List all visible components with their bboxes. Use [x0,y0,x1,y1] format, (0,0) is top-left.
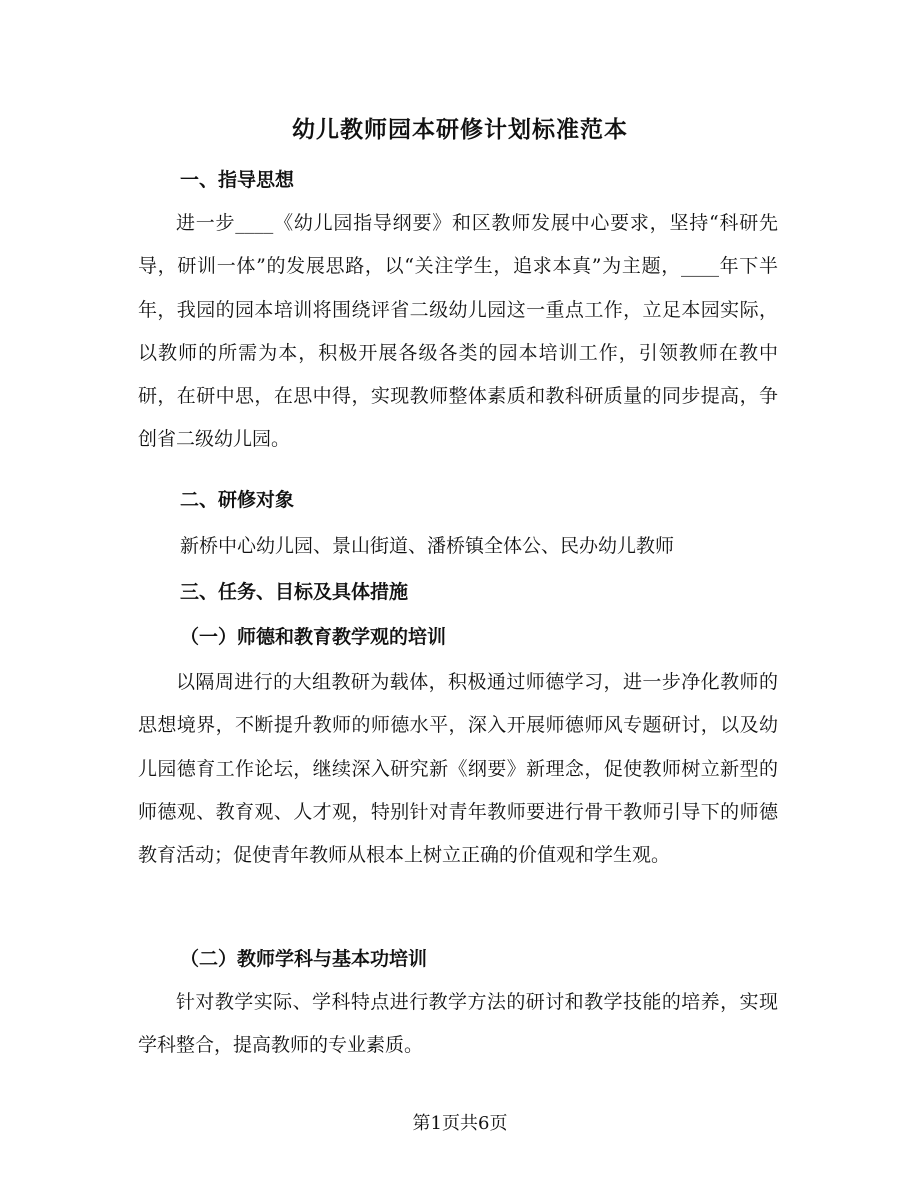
paragraph-training-targets: 新桥中心幼儿园、景山街道、潘桥镇全体公、民办幼儿教师 [180,535,675,557]
page-number-footer: 第1页共6页 [412,1113,508,1134]
section-heading-training-targets: 二、研修对象 [180,489,295,511]
paragraph-ethics-training: 以隔周进行的大组教研为载体，积极通过师德学习，进一步净化教师的思想境界，不断提升教师的师德水平，深入开展师德师风专题研讨，以及幼儿园德育工作论坛，继续深入研究新《纲要》新理念，促使教师树立新型的师德观、教育观、人才观，特别针对青年教师要进行骨干教师引导下的师德教育活动；促使青年教师从根本上树立正确的价值观和学生观。 [138,671,778,867]
document-title: 幼儿教师园本研修计划标准范本 [292,116,628,143]
subsection-heading-ethics-training: （一）师德和教育教学观的培训 [180,626,447,648]
section-heading-tasks-goals: 三、任务、目标及具体措施 [180,581,409,603]
subsection-heading-subject-skills-training: （二）教师学科与基本功培训 [180,948,428,970]
section-heading-guiding-ideology: 一、指导思想 [180,169,295,191]
paragraph-guiding-ideology: 进一步____《幼儿园指导纲要》和区教师发展中心要求，坚持“科研先导，研训一体”的发展思路，以“关注学生，追求本真”为主题，____年下半年，我园的园本培训将围绕评省二级幼儿园这一重点工作，立足本园实际，以教师的所需为本，积极开展各级各类的园本培训工作，引领教师在教中研，在研中思，在思中得，实现教师整体素质和教科研质量的同步提高，争创省二级幼儿园。 [138,212,778,451]
paragraph-subject-skills-training: 针对教学实际、学科特点进行教学方法的研讨和教学技能的培养，实现学科整合，提高教师的专业素质。 [138,991,778,1057]
